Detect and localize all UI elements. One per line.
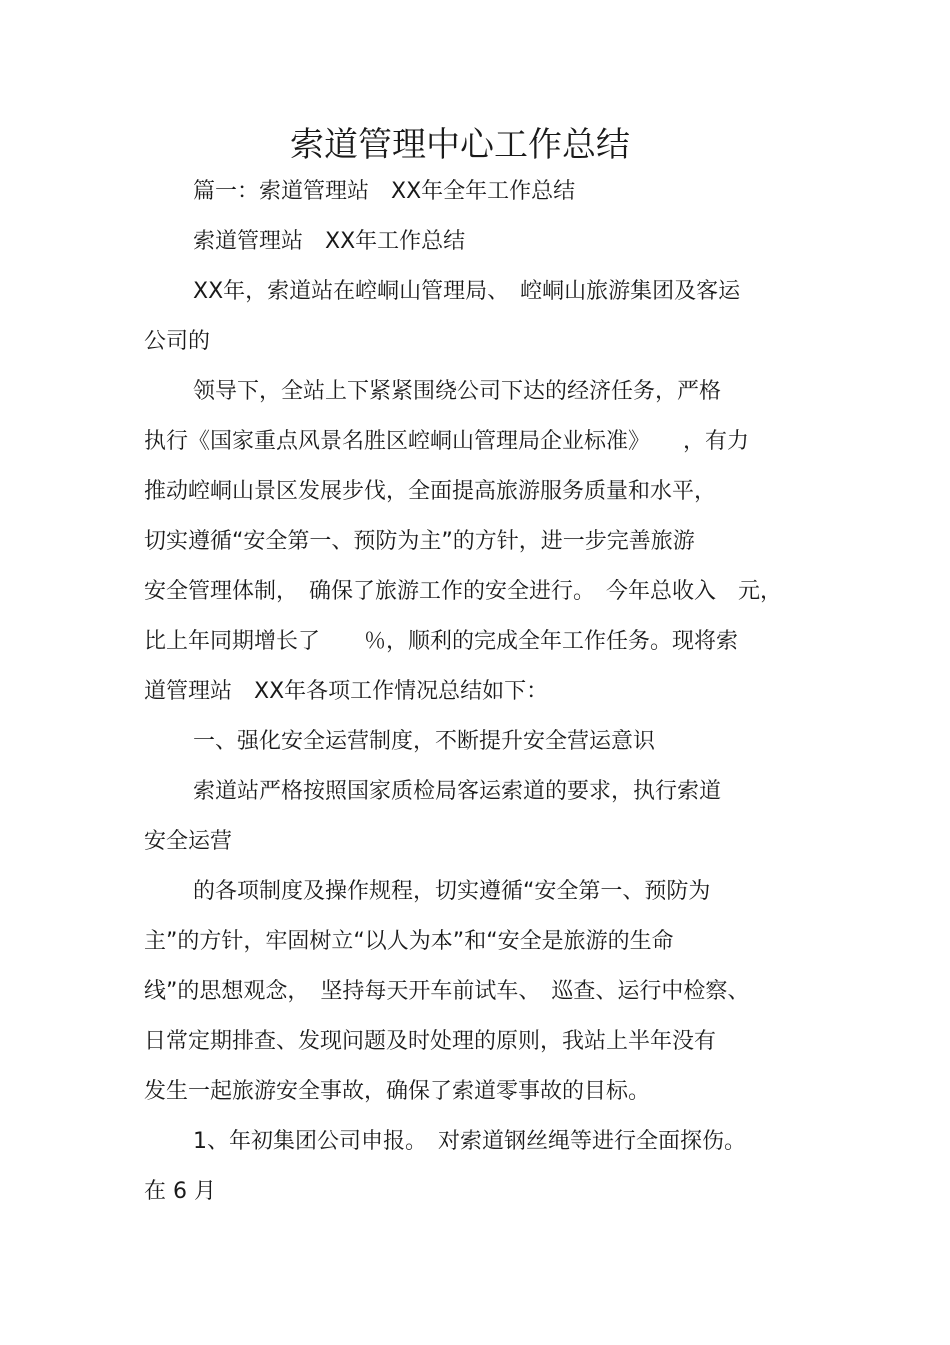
text-line-10: 比上年同期增长了 ％，顺利的完成全年工作任务。现将索 bbox=[144, 629, 739, 654]
text-line-18: 日常定期排查、发现问题及时处理的原则，我站上半年没有 bbox=[144, 1029, 717, 1054]
text-line-20: 1、年初集团公司申报。 对索道钢丝绳等进行全面探伤。 bbox=[193, 1129, 746, 1154]
text-line-13: 索道站严格按照国家质检局客运索道的要求，执行索道 bbox=[193, 779, 722, 804]
text-line-15: 的各项制度及操作规程，切实遵循“安全第一、预防为 bbox=[193, 879, 711, 904]
text-line-14: 安全运营 bbox=[144, 829, 233, 854]
text-line-7: 推动崆峒山景区发展步伐，全面提高旅游服务质量和水平， bbox=[144, 479, 717, 504]
text-line-8: 切实遵循“安全第一、预防为主”的方针，进一步完善旅游 bbox=[144, 529, 695, 554]
text-line-16: 主”的方针，牢固树立“以人为本”和“安全是旅游的生命 bbox=[144, 929, 674, 954]
text-line-4: 公司的 bbox=[144, 329, 211, 354]
text-line-3: XX年，索道站在崆峒山管理局、 崆峒山旅游集团及客运 bbox=[193, 279, 741, 304]
text-line-11: 道管理站 XX年各项工作情况总结如下： bbox=[144, 679, 549, 704]
text-line-19: 发生一起旅游安全事故，确保了索道零事故的目标。 bbox=[144, 1079, 651, 1104]
text-line-2: 索道管理站 XX年工作总结 bbox=[193, 229, 466, 254]
document-title: 索道管理中心工作总结 bbox=[290, 125, 630, 165]
text-line-5: 领导下，全站上下紧紧围绕公司下达的经济任务，严格 bbox=[193, 379, 722, 404]
text-line-21: 在 6 月 bbox=[144, 1179, 216, 1204]
text-line-9: 安全管理体制， 确保了旅游工作的安全进行。 今年总收入 元， bbox=[144, 579, 783, 604]
text-line-1: 篇一：索道管理站 XX年全年工作总结 bbox=[193, 179, 576, 204]
text-line-17: 线”的思想观念， 坚持每天开车前试车、 巡查、运行中检察、 bbox=[144, 979, 750, 1004]
section-heading-1: 一、强化安全运营制度，不断提升安全营运意识 bbox=[193, 729, 656, 754]
text-line-6: 执行《国家重点风景名胜区崆峒山管理局企业标准》 ，有力 bbox=[144, 429, 750, 454]
